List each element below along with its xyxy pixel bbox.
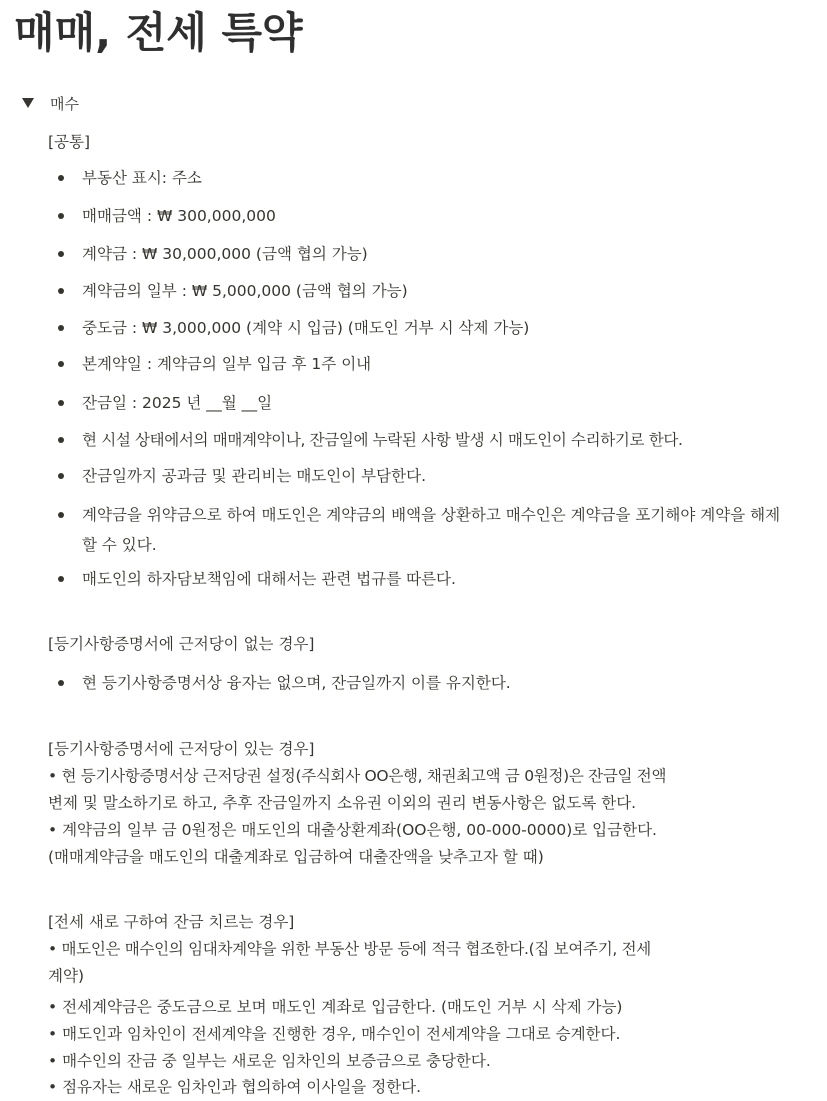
toggle-arrow-icon[interactable]: [22, 98, 34, 108]
section-heading-mortgage: [등기사항증명서에 근저당이 있는 경우]: [48, 740, 315, 758]
text-line: • 매도인과 임차인이 전세계약을 진행한 경우, 매수인이 전세계약을 그대로 승계한다.: [48, 1025, 621, 1043]
page-title: 매매, 전세 특약: [14, 8, 303, 57]
text-line: • 현 등기사항증명서상 근저당권 설정(주식회사 OO은행, 채권최고액 금 0원정)은 잔금일 전액: [48, 767, 667, 785]
text-line: • 계약금의 일부 금 0원정은 매도인의 대출상환계좌(OO은행, 00-000-0000)로 입금한다.: [48, 821, 657, 839]
text-line: (매매계약금을 매도인의 대출계좌로 입금하여 대출잔액을 낮추고자 할 때): [48, 848, 544, 866]
section-heading-common: [공통]: [48, 133, 91, 151]
text-line: • 매도인은 매수인의 임대차계약을 위한 부동산 방문 등에 적극 협조한다.(집 보여주기, 전세: [48, 940, 651, 958]
text-line: • 점유자는 새로운 임차인과 협의하여 이사일을 정한다.: [48, 1078, 422, 1096]
text-line: 계약): [48, 967, 84, 985]
text-line: • 매수인의 잔금 중 일부는 새로운 임차인의 보증금으로 충당한다.: [48, 1052, 491, 1070]
toggle-block[interactable]: [20, 92, 79, 114]
section-heading-jeonse: [전세 새로 구하여 잔금 치르는 경우]: [48, 913, 295, 931]
text-line: • 전세계약금은 중도금으로 보며 매도인 계좌로 입금한다. (매도인 거부 시 삭제 가능): [48, 998, 623, 1016]
text-line: 변제 및 말소하기로 하고, 추후 잔금일까지 소유권 이외의 권리 변동사항은 없도록 한다.: [48, 794, 637, 812]
toggle-label: 매수: [50, 94, 79, 113]
section-heading-no-mortgage: [등기사항증명서에 근저당이 없는 경우]: [48, 635, 315, 653]
